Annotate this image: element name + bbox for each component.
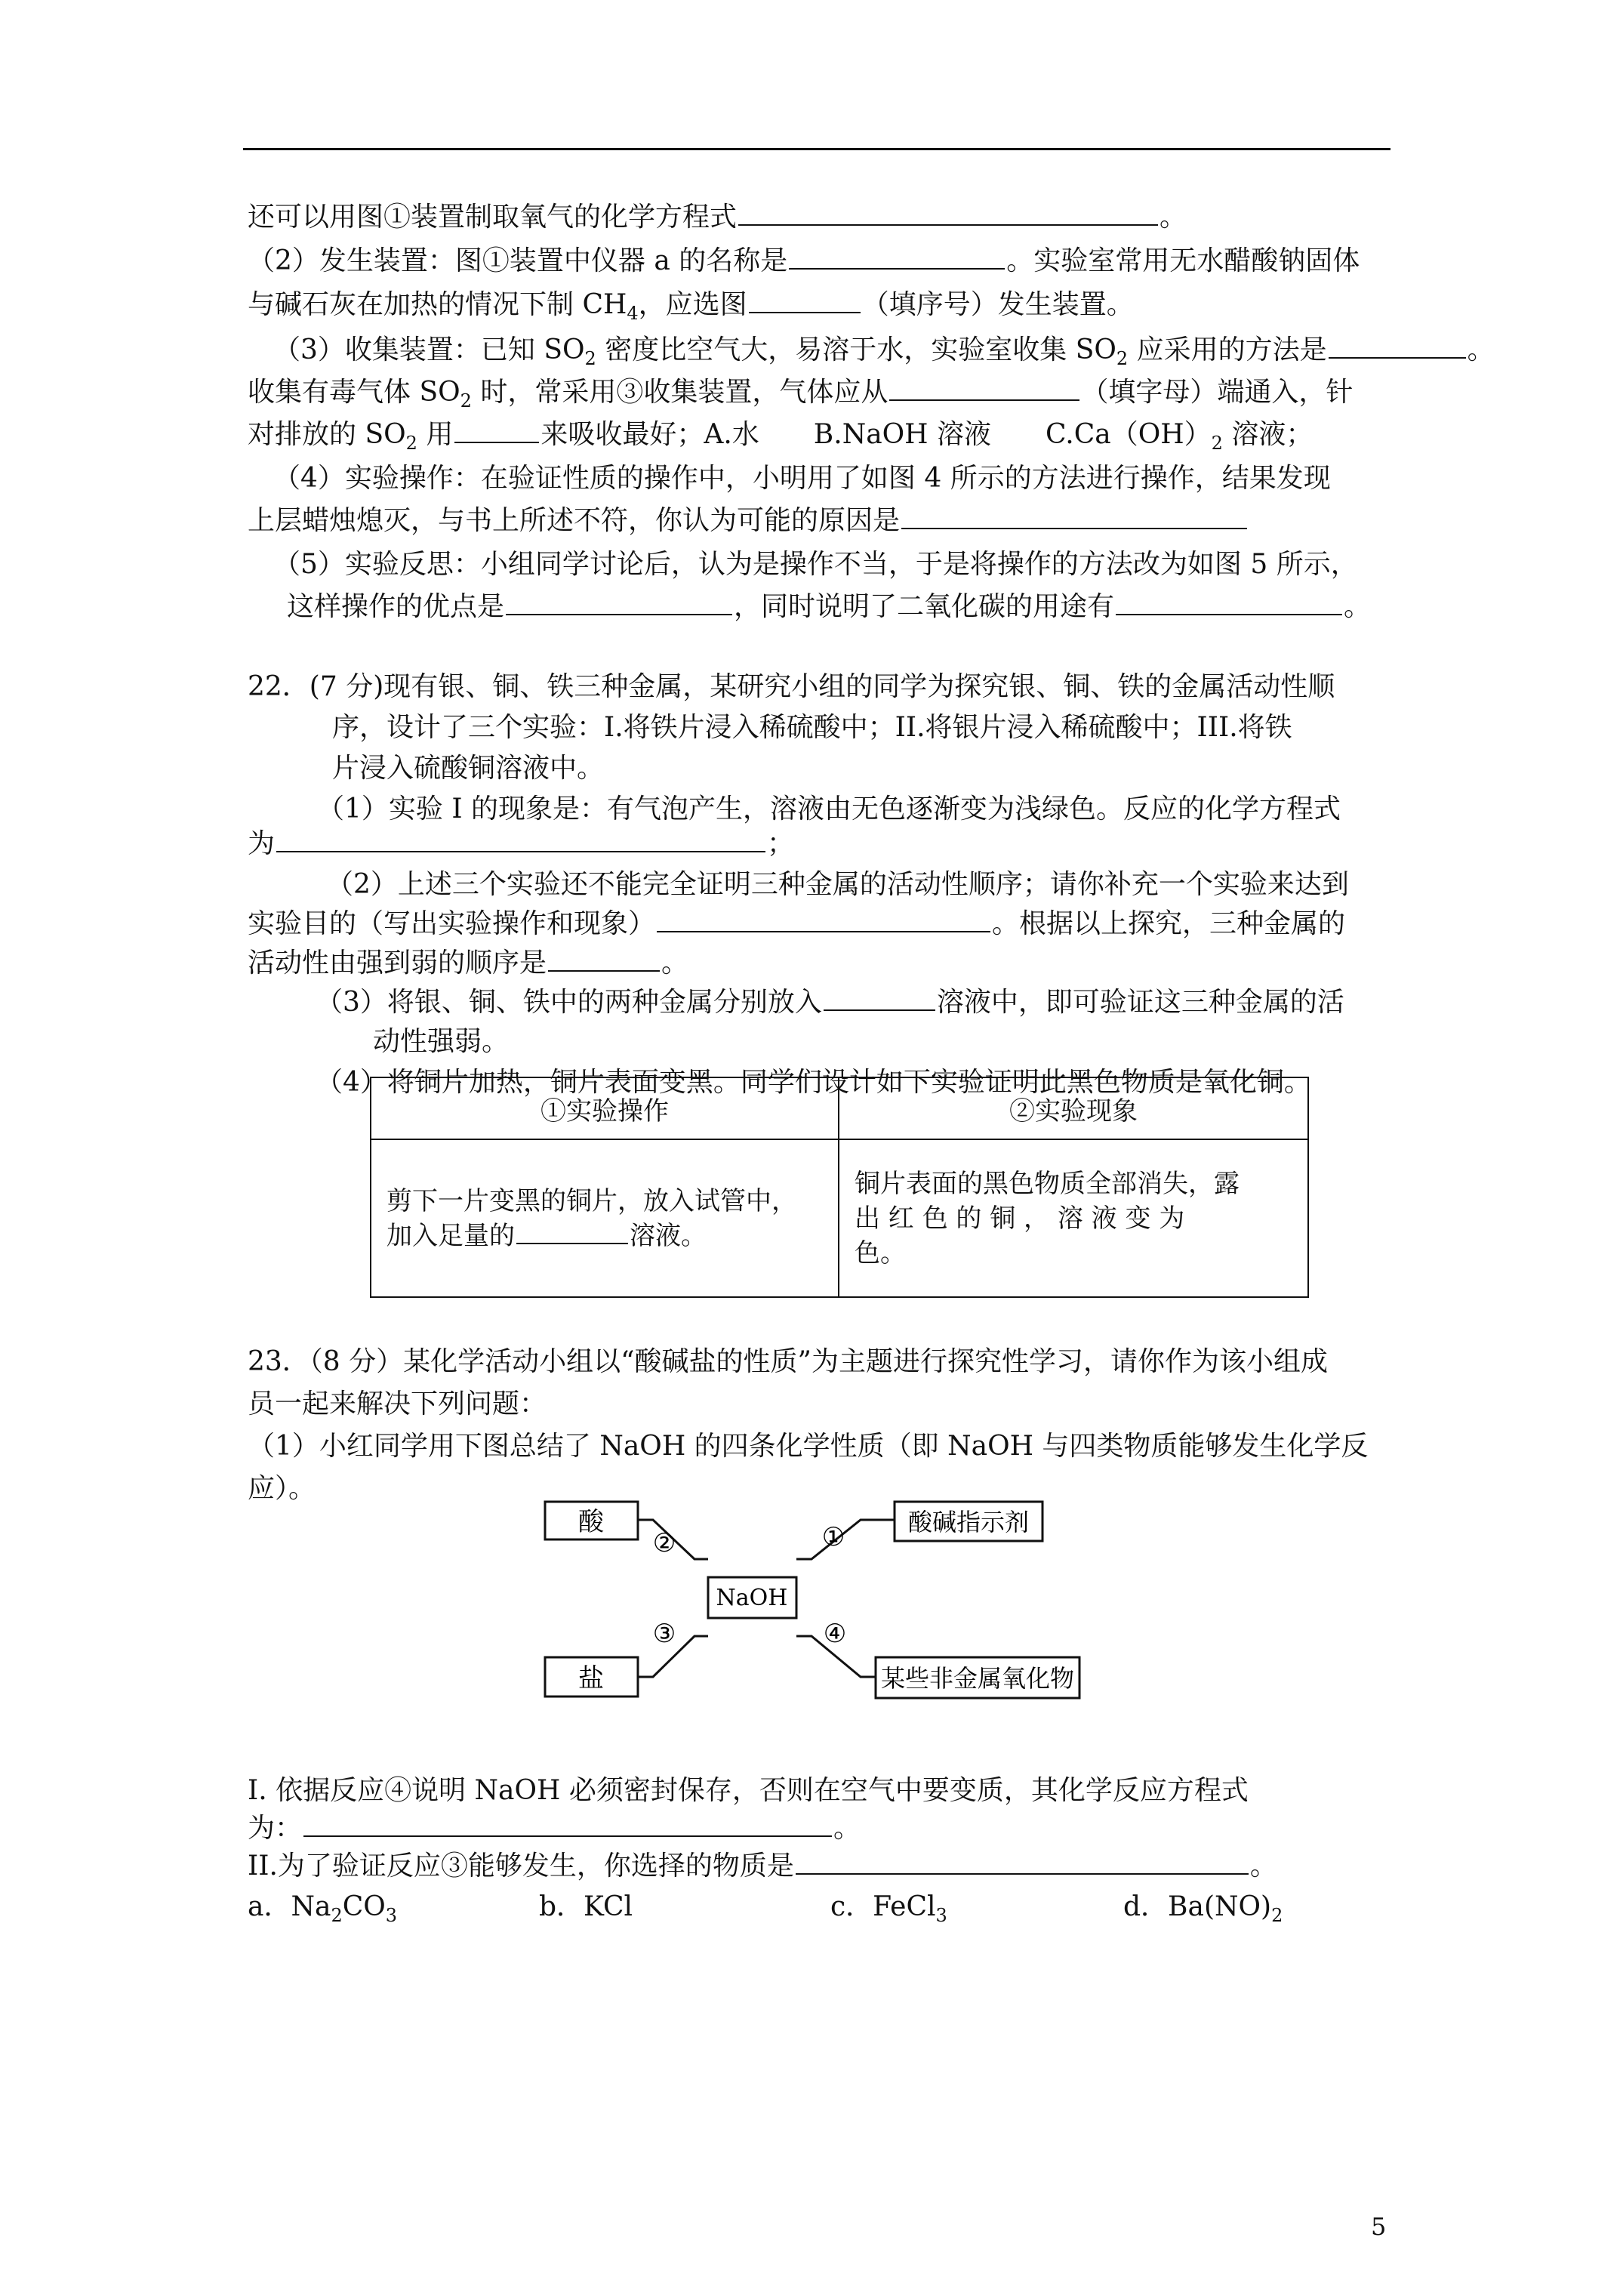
label-salt: 盐 <box>578 1663 604 1693</box>
text: （1）小红同学用下图总结了 NaOH 的四条化学性质（即 NaOH 与四类物质能够发生化学反 <box>248 1431 1369 1462</box>
text: 为 <box>248 828 276 859</box>
text: （2）发生装置：图①装置中仪器 a 的名称是 <box>248 245 788 276</box>
text: 23．（8 分）某化学活动小组以“酸碱盐的性质”为主题进行探究性学习，请你作为该小组成 <box>248 1346 1328 1377</box>
answer-blank[interactable] <box>796 1851 1249 1875</box>
text: II.为了验证反应③能够发生，你选择的物质是 <box>248 1851 794 1881</box>
subscript: 3 <box>935 1905 947 1926</box>
text: 22．(7 分)现有银、铜、铁三种金属，某研究小组的同学为探究银、铜、铁的金属活动性顺 <box>248 671 1335 702</box>
text: 序，设计了三个实验：I.将铁片浸入稀硫酸中；II.将银片浸入稀硫酸中；III.将铁 <box>332 712 1292 743</box>
label-acid: 酸 <box>578 1507 604 1537</box>
answer-blank[interactable] <box>516 1220 628 1244</box>
text: 。 <box>1249 1851 1277 1881</box>
q23-line-6 <box>248 1812 861 1845</box>
text: b．KCl <box>539 1891 633 1922</box>
label-naoh: NaOH <box>716 1585 788 1611</box>
text: 收集有毒气体 SO <box>248 377 460 408</box>
q23-line-3 <box>248 1430 1368 1463</box>
option-b[interactable] <box>539 1891 633 1924</box>
q23-line-7 <box>248 1850 1277 1883</box>
text: 实验目的（写出实验操作和现象） <box>248 908 656 939</box>
option-a[interactable] <box>248 1891 397 1932</box>
text: 活动性由强到弱的顺序是 <box>248 948 547 978</box>
subscript: 2 <box>331 1905 343 1926</box>
q22-line-8 <box>248 947 688 980</box>
text: ，应选图 <box>638 289 747 320</box>
answer-blank[interactable] <box>889 377 1079 401</box>
text: 应采用的方法是 <box>1128 334 1327 365</box>
answer-blank[interactable] <box>738 202 1158 226</box>
q22-line-10 <box>373 1025 509 1059</box>
q21-line-8 <box>248 504 1249 538</box>
q21-line-6 <box>248 418 1313 460</box>
text: （2）上述三个实验还不能完全证明三种金属的活动性顺序；请你补充一个实验来达到 <box>326 869 1349 900</box>
naoh-properties-diagram <box>544 1499 1083 1703</box>
text: 上层蜡烛熄灭，与书上所述不符，你认为可能的原因是 <box>248 505 901 536</box>
q22-line-7 <box>248 908 1345 941</box>
text: 。 <box>1160 202 1187 233</box>
subscript: 4 <box>627 303 639 324</box>
subscript: 2 <box>460 390 472 411</box>
text: 员一起来解决下列问题： <box>248 1388 547 1419</box>
text: 片浸入硫酸铜溶液中。 <box>332 753 605 784</box>
answer-blank[interactable] <box>454 419 539 443</box>
option-c[interactable] <box>830 1891 947 1932</box>
text: 密度比空气大，易溶于水，实验室收集 SO <box>596 334 1116 365</box>
text: 出 红 色 的 铜 ， 溶 液 变 为 <box>855 1203 1185 1234</box>
text: 对排放的 SO <box>248 419 406 450</box>
text: （3）将银、铜、铁中的两种金属分别放入 <box>316 987 822 1018</box>
label-reaction-3: ③ <box>652 1619 676 1649</box>
option-d[interactable] <box>1123 1891 1283 1932</box>
text: （1）实验 I 的现象是：有气泡产生，溶液由无色逐渐变为浅绿色。反应的化学方程式 <box>317 794 1341 824</box>
table-cell-phenomenon <box>839 1139 1308 1297</box>
answer-blank[interactable] <box>276 828 765 852</box>
text: 。 <box>1467 334 1495 365</box>
answer-blank[interactable] <box>824 987 935 1011</box>
q22-line-4 <box>317 793 1341 826</box>
q22-line-3 <box>332 752 604 785</box>
text: 应）。 <box>248 1473 316 1504</box>
text: ，同时说明了二氧化碳的用途有 <box>734 591 1115 622</box>
answer-blank[interactable] <box>657 908 990 932</box>
q21-line-1 <box>248 201 1187 234</box>
text: 动性强弱。 <box>373 1026 510 1057</box>
answer-blank[interactable] <box>548 948 660 972</box>
text: 溶液中，即可验证这三种金属的活 <box>936 987 1344 1018</box>
label-reaction-4: ④ <box>823 1619 847 1649</box>
text: （填字母）端通入，针 <box>1081 377 1354 408</box>
q22-line-2 <box>332 711 1292 744</box>
q21-line-10 <box>287 590 1371 624</box>
text: 。根据以上探究，三种金属的 <box>992 908 1346 939</box>
text: （4）实验操作：在验证性质的操作中，小明用了如图 4 所示的方法进行操作，结果发现 <box>273 463 1331 494</box>
q23-line-4 <box>248 1472 316 1505</box>
q21-line-4 <box>273 334 1495 375</box>
text: 。 <box>833 1813 861 1844</box>
subscript: 2 <box>584 348 596 369</box>
text: 溶液。 <box>630 1220 707 1251</box>
q22-line-5 <box>248 827 794 861</box>
answer-blank[interactable] <box>749 289 861 313</box>
text: 还可以用图①装置制取氧气的化学方程式 <box>248 202 738 233</box>
table-row <box>371 1139 1308 1297</box>
text: 与碱石灰在加热的情况下制 CH <box>248 289 627 320</box>
answer-blank[interactable] <box>303 1813 832 1837</box>
q22-line-9 <box>316 986 1344 1019</box>
q21-line-2 <box>248 245 1360 278</box>
subscript: 2 <box>1116 348 1129 369</box>
answer-blank[interactable] <box>1116 591 1342 615</box>
text-line <box>387 1219 823 1253</box>
q23-line-2 <box>248 1388 547 1421</box>
text: 铜片表面的黑色物质全部消失，露 <box>855 1168 1240 1199</box>
q22-line-1 <box>248 670 1335 704</box>
table-header-phenomenon: ②实验现象 <box>839 1077 1308 1139</box>
q21-line-7 <box>273 462 1331 495</box>
label-reaction-1: ① <box>821 1522 845 1552</box>
text: I. 依据反应④说明 NaOH 必须密封保存，否则在空气中要变质，其化学反应方程式 <box>248 1775 1249 1806</box>
subscript: 2 <box>1271 1905 1283 1926</box>
text: 加入足量的 <box>387 1220 515 1251</box>
text: 溶液； <box>1222 419 1313 450</box>
q23-line-5 <box>248 1774 1249 1808</box>
label-oxide: 某些非金属氧化物 <box>880 1664 1075 1693</box>
text: 。实验室常用无水醋酸钠固体 <box>1006 245 1360 276</box>
answer-blank[interactable] <box>789 245 1005 270</box>
text: a．Na <box>248 1891 331 1922</box>
experiment-table <box>370 1077 1309 1298</box>
text: CO <box>342 1891 386 1922</box>
text: d．Ba(NO) <box>1123 1891 1272 1922</box>
answer-blank[interactable] <box>901 505 1247 529</box>
table-header-row <box>371 1077 1308 1139</box>
text: （填序号）发生装置。 <box>861 289 1134 320</box>
text: （4）将铜片加热，铜片表面变黑。同学们设计如下实验证明此黑色物质是氧化铜。 <box>316 1067 1311 1098</box>
text: c．FeCl <box>830 1891 936 1922</box>
text: 这样操作的优点是 <box>287 591 505 622</box>
text: 色。 <box>855 1237 906 1268</box>
answer-blank[interactable] <box>1329 334 1466 359</box>
header-rule <box>243 148 1390 150</box>
text: ； <box>767 828 795 859</box>
text: （5）实验反思：小组同学讨论后，认为是操作不当，于是将操作的方法改为如图 5 所示， <box>273 549 1358 580</box>
text: 剪下一片变黑的铜片，放入试管中， <box>387 1185 797 1216</box>
label-indicator: 酸碱指示剂 <box>907 1508 1030 1536</box>
q21-line-5 <box>248 376 1353 418</box>
q23-line-1 <box>248 1345 1328 1379</box>
label-reaction-2: ② <box>652 1528 676 1558</box>
text: 时，常采用③收集装置，气体应从 <box>471 377 888 408</box>
text: 来吸收最好；A.水 B.NaOH 溶液 C.Ca（OH） <box>540 419 1212 450</box>
subscript: 2 <box>405 433 417 454</box>
q21-line-3 <box>248 288 1134 330</box>
answer-blank[interactable] <box>506 591 732 615</box>
page-number: 5 <box>1371 2212 1387 2241</box>
text: （3）收集装置：已知 SO <box>273 334 585 365</box>
q22-line-6 <box>326 868 1349 901</box>
subscript: 2 <box>1211 433 1223 454</box>
text: 用 <box>417 419 454 450</box>
text: 为： <box>248 1813 303 1844</box>
text: 。 <box>1344 591 1372 622</box>
subscript: 3 <box>385 1905 398 1926</box>
q21-line-9 <box>273 548 1358 581</box>
text: 。 <box>661 948 689 978</box>
table-header-operation: ①实验操作 <box>371 1077 839 1139</box>
table-cell-operation <box>371 1139 839 1297</box>
